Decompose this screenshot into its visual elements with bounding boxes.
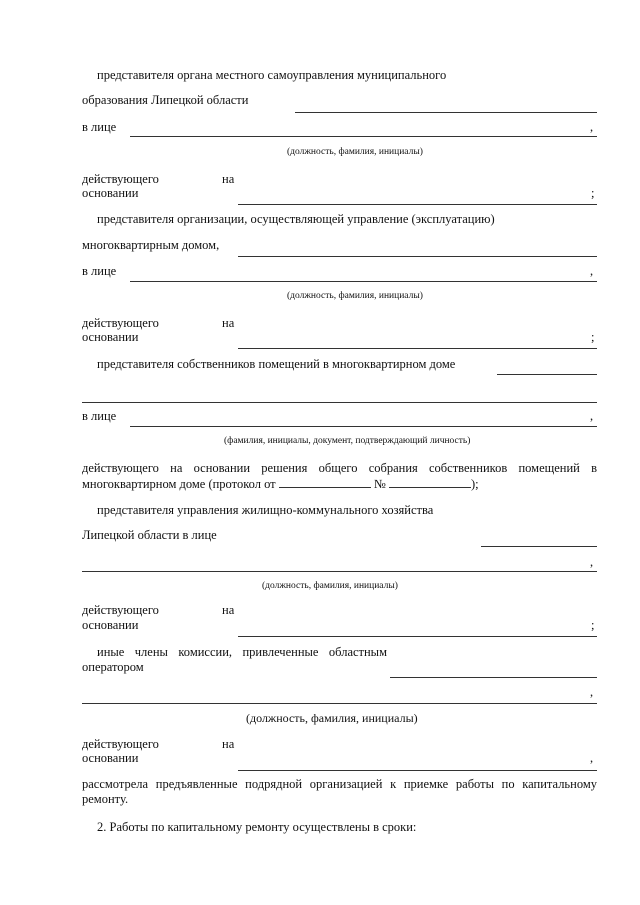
in-person-label: в лице — [82, 120, 117, 134]
on-label: на — [222, 172, 235, 186]
acting-label: действующего — [82, 737, 159, 751]
in-person-field-line[interactable] — [130, 281, 597, 282]
position-name-caption: (должность, фамилия, инициалы) — [287, 147, 423, 157]
basis-field-line[interactable] — [238, 348, 597, 349]
in-person-field-line[interactable] — [130, 426, 597, 427]
protocol-number-sign: № — [373, 477, 386, 491]
protocol-number-field[interactable] — [389, 476, 471, 488]
comma: , — [590, 555, 594, 569]
owners-rep-field-line[interactable] — [497, 374, 597, 375]
mgmt-org-rep-label: представителя организации, осуществляющей управление (эксплуатацию) — [97, 212, 495, 226]
basis-label: основании — [82, 751, 139, 765]
position-name-caption-large: (должность, фамилия, инициалы) — [246, 711, 418, 725]
protocol-date-field[interactable] — [279, 476, 371, 488]
protocol-end: ); — [470, 477, 479, 491]
acting-label: действующего — [82, 172, 159, 186]
in-person-label: в лице — [82, 264, 117, 278]
mgmt-org-field-line[interactable] — [238, 256, 597, 257]
municipality-field-line[interactable] — [295, 112, 597, 113]
basis-label: основании — [82, 330, 139, 344]
other-members-label: иные члены комиссии, привлеченные областным — [97, 645, 387, 659]
semicolon: ; — [591, 330, 595, 344]
position-name-caption: (должность, фамилия, инициалы) — [262, 581, 398, 591]
basis-field-line[interactable] — [238, 770, 597, 771]
acting-label: действующего — [82, 603, 159, 617]
other-members-field-line[interactable] — [390, 677, 597, 678]
comma: , — [590, 264, 594, 278]
owners-rep-label: представителя собственников помещений в многоквартирном доме — [97, 357, 456, 371]
municipality-label: образования Липецкой области — [82, 93, 249, 107]
on-label: на — [222, 603, 235, 617]
section-2-heading: 2. Работы по капитальному ремонту осуществлены в сроки: — [97, 820, 417, 834]
on-label: на — [222, 316, 235, 330]
apartment-building-label: многоквартирным домом, — [82, 238, 220, 252]
basis-label: основании — [82, 186, 139, 200]
basis-field-line[interactable] — [238, 204, 597, 205]
protocol-line — [82, 476, 479, 491]
in-person-label: в лице — [82, 409, 117, 423]
comma: , — [590, 409, 594, 423]
acting-label: действующего — [82, 316, 159, 330]
housing-dept-full-line[interactable] — [82, 571, 597, 572]
local-body-rep-label: представителя органа местного самоуправления муниципального — [97, 68, 447, 82]
owners-decision-text: действующего на основании решения общего собрания собственников помещений в — [82, 461, 597, 475]
semicolon: ; — [591, 186, 595, 200]
on-label: на — [222, 737, 235, 751]
housing-dept-rep-label: представителя управления жилищно-коммунального хозяйства — [97, 503, 434, 517]
housing-dept-field-line[interactable] — [481, 546, 597, 547]
comma: , — [590, 751, 594, 765]
other-members-full-line[interactable] — [82, 703, 597, 704]
comma: , — [590, 120, 594, 134]
identity-caption: (фамилия, инициалы, документ, подтверждающий личность) — [224, 436, 471, 446]
basis-field-line[interactable] — [238, 636, 597, 637]
owners-rep-full-line[interactable] — [82, 402, 597, 403]
semicolon: ; — [591, 618, 595, 632]
basis-label: основании — [82, 618, 139, 632]
conclusion-end-text: ремонту. — [82, 792, 129, 806]
conclusion-text: рассмотрела предъявленные подрядной организацией к приемке работы по капитальному — [82, 777, 597, 791]
in-person-field-line[interactable] — [130, 136, 597, 137]
position-name-caption: (должность, фамилия, инициалы) — [287, 291, 423, 301]
operator-label: оператором — [82, 660, 144, 674]
protocol-text: многоквартирном доме (протокол от — [82, 477, 276, 491]
lipetsk-in-person-label: Липецкой области в лице — [82, 528, 217, 542]
comma: , — [590, 685, 594, 699]
